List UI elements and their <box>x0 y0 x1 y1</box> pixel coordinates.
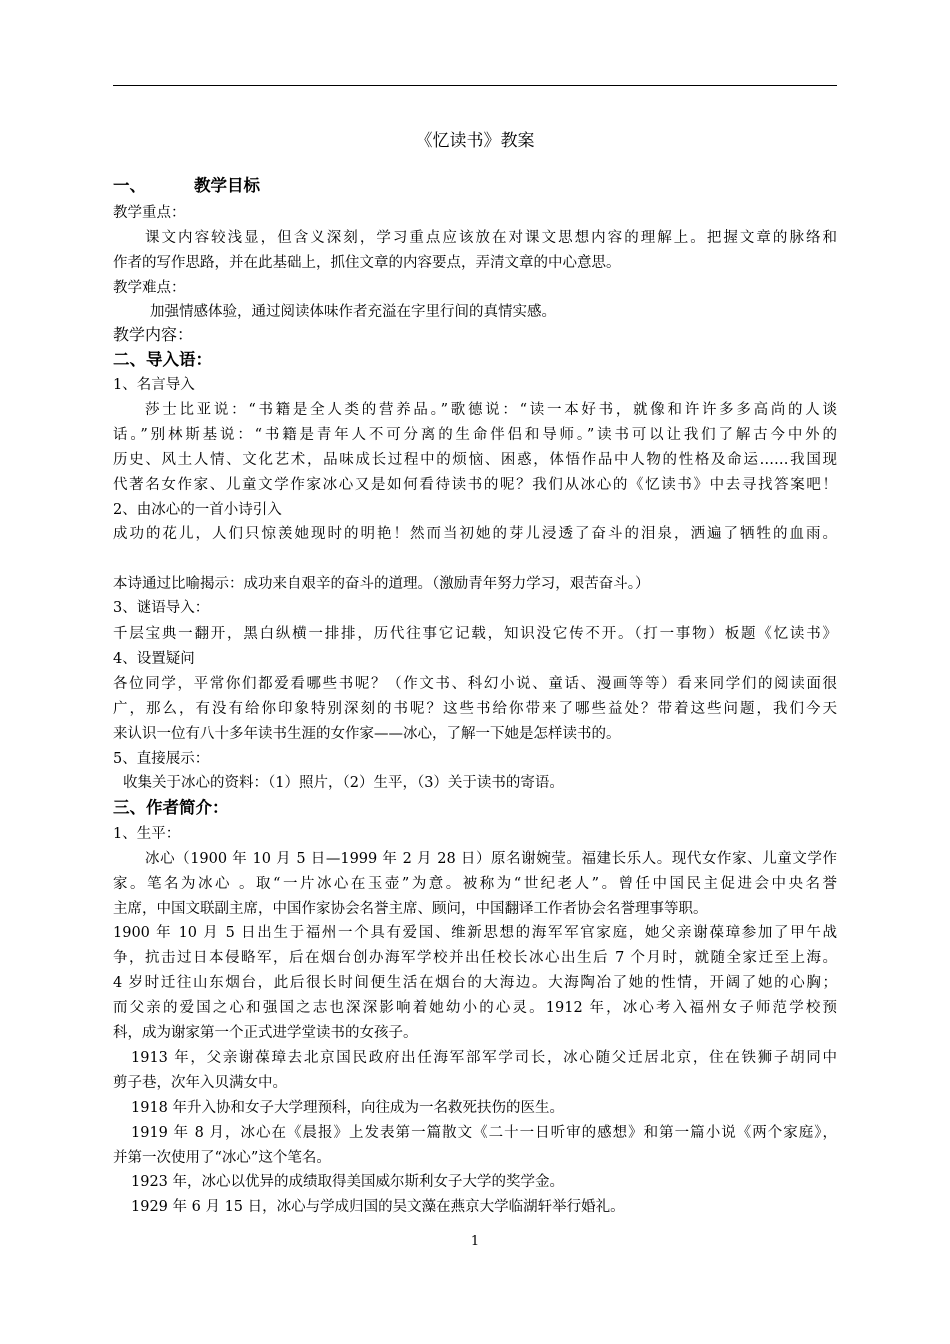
paragraph-line: 收集关于冰心的资料：（1）照片，（2）生平，（3）关于读书的寄语。 <box>123 775 564 791</box>
paragraph-line: 4 岁时迁往山东烟台，此后很长时间便生活在烟台的大海边。大海陶冶了她的性情，开阔了她的心胸； <box>113 975 837 991</box>
paragraph-line: 来认识一位有八十多年读书生涯的女作家——冰心，了解一下她是怎样读书的。 <box>113 726 621 742</box>
paragraph-line: 作者的写作思路，并在此基础上，抓住文章的内容要点，弄清文章的中心意思。 <box>113 255 621 271</box>
list-item-heading: 4、设置疑问 <box>113 651 195 667</box>
section-heading-objectives <box>113 176 260 196</box>
paragraph-line: 冰心（1900 年 10 月 5 日—1999 年 2 月 28 日）原名谢婉莹。福建长乐人。现代女作家、儿童文学作 <box>145 851 837 867</box>
difficulty-label: 教学难点： <box>113 280 186 296</box>
document-title: 《忆读书》教案 <box>415 131 535 151</box>
paragraph-line: 科，成为谢家第一个正式进学堂读书的女孩子。 <box>113 1025 418 1041</box>
list-item-heading: 1、名言导入 <box>113 377 195 393</box>
heading-text: 教学目标 <box>194 176 260 195</box>
paragraph-line: 剪子巷，次年入贝满女中。 <box>113 1075 287 1091</box>
paragraph-line: 而父亲的爱国之心和强国之志也深深影响着她幼小的心灵。1912 年，冰心考入福州女子师范学校预 <box>113 1000 837 1016</box>
content-label: 教学内容： <box>113 325 194 344</box>
paragraph-line: 莎士比亚说：“书籍是全人类的营养品。”歌德说：“读一本好书，就像和许许多多高尚的人谈 <box>145 402 837 418</box>
paragraph-line: 千层宝典一翻开，黑白纵横一排排，历代往事它记载，知识没它传不开。（打一事物）板题《忆读书》 <box>113 626 837 642</box>
paragraph-line: 1913 年，父亲谢葆璋去北京国民政府出任海军部军学司长，冰心随父迁居北京，住在铁狮子胡同中 <box>131 1050 837 1066</box>
paragraph-line: 1900 年 10 月 5 日出生于福州一个具有爱国、维新思想的海军军官家庭，她父亲谢葆璋参加了甲午战 <box>113 925 837 941</box>
paragraph-line: 加强情感体验，通过阅读体味作者充溢在字里行间的真情实感。 <box>150 304 556 320</box>
paragraph-line: 话。”别林斯基说：“书籍是青年人不可分离的生命伴侣和导师。”读书可以让我们了解古今中外的 <box>113 427 837 443</box>
poem-line: 成功的花儿，人们只惊羡她现时的明艳！然而当初她的芽儿浸透了奋斗的泪泉，洒遍了牺牲的血雨。 <box>113 526 837 542</box>
paragraph-line: 主席，中国文联副主席，中国作家协会名誉主席、顾问，中国翻译工作者协会名誉理事等职。 <box>113 901 708 917</box>
paragraph-line: 历史、风土人情、文化艺术，品味成长过程中的烦恼、困惑，体悟作品中人物的性格及命运……我国现 <box>113 452 837 468</box>
paragraph-line: 1923 年，冰心以优异的成绩取得美国威尔斯利女子大学的奖学金。 <box>131 1174 565 1190</box>
list-item-heading: 5、直接展示： <box>113 751 210 767</box>
paragraph-line: 广，那么，有没有给你印象特别深刻的书呢？这些书给你带来了哪些益处？带着这些问题，我们今天 <box>113 701 837 717</box>
paragraph-line: 代著名女作家、儿童文学作家冰心又是如何看待读书的呢？我们从冰心的《忆读书》中去寻找答案吧！ <box>113 477 837 493</box>
section-heading-intro: 二、导入语： <box>113 350 212 369</box>
paragraph-line: 争，抗击过日本侵略军，后在烟台创办海军学校并出任校长冰心出生后 7 个月时，就随全家迁至上海。 <box>113 950 837 966</box>
paragraph-line: 1919 年 8 月，冰心在《晨报》上发表第一篇散文《二十一日听审的感想》和第一篇小说《两个家庭》， <box>131 1125 837 1141</box>
page-number: 1 <box>470 1234 480 1249</box>
section-heading-author: 三、作者简介： <box>113 798 229 817</box>
key-points-label: 教学重点： <box>113 205 186 221</box>
paragraph-line: 本诗通过比喻揭示：成功来自艰辛的奋斗的道理。（激励青年努力学习，艰苦奋斗。） <box>113 576 650 592</box>
paragraph-line: 各位同学，平常你们都爱看哪些书呢？（作文书、科幻小说、童话、漫画等等）看来同学们的阅读面很 <box>113 676 837 692</box>
paragraph-line: 1929 年 6 月 15 日，冰心与学成归国的吴文藻在燕京大学临湖轩举行婚礼。 <box>131 1199 625 1215</box>
list-item-heading: 2、由冰心的一首小诗引入 <box>113 502 282 518</box>
paragraph-line: 并第一次使用了“冰心”这个笔名。 <box>113 1150 331 1166</box>
heading-number: 一、 <box>113 176 146 195</box>
paragraph-line: 家。笔名为冰心 。取“一片冰心在玉壶”为意。被称为“世纪老人”。曾任中国民主促进会中央名誉 <box>113 876 837 892</box>
header-rule <box>113 85 837 86</box>
paragraph-line: 课文内容较浅显，但含义深刻，学习重点应该放在对课文思想内容的理解上。把握文章的脉络和 <box>145 230 837 246</box>
list-item-heading: 3、谜语导入： <box>113 600 210 616</box>
paragraph-line: 1918 年升入协和女子大学理预科，向往成为一名救死扶伤的医生。 <box>131 1100 565 1116</box>
list-item-heading: 1、生平： <box>113 826 181 842</box>
